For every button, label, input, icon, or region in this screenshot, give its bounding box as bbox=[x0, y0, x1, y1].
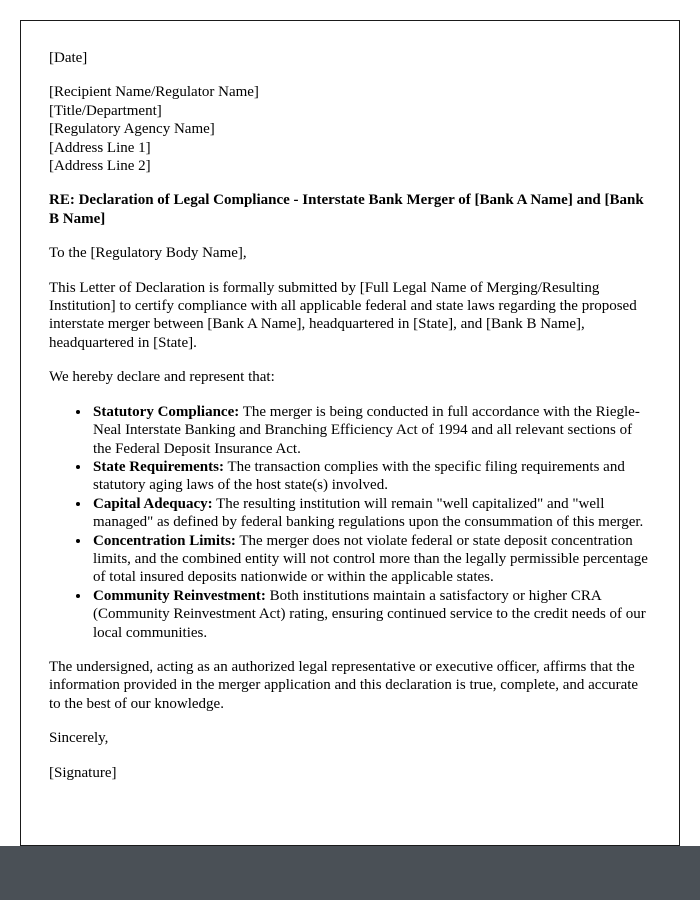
bullet-text: The merger does not violate federal or state deposit concentration limits, and the combined entity will not control more than the legally permissible percentage of total insured deposits nationwide or within the applicable states. bbox=[93, 532, 648, 586]
letter-date: [Date] bbox=[49, 50, 88, 66]
signature-placeholder: [Signature] bbox=[49, 764, 117, 781]
list-item-concentration-limits bbox=[91, 532, 649, 587]
bullet-text: The transaction complies with the specific filing requirements and statutory aging laws of the host state(s) involved. bbox=[93, 458, 625, 494]
compliance-list bbox=[49, 403, 649, 642]
bullet-text: The resulting institution will remain "well capitalized" and "well managed" as defined by federal banking regulations upon the consummation of this merger. bbox=[93, 495, 644, 531]
bullet-text: The merger is being conducted in full accordance with the Riegle-Neal Interstate Banking and Branching Efficiency Act of 1994 and all relevant sections of the Federal Deposit Insurance Act. bbox=[93, 403, 640, 457]
bullet-label: Concentration Limits: bbox=[93, 532, 236, 549]
bullet-text: Both institutions maintain a satisfactory or higher CRA (Community Reinvestment Act) rating, ensuring continued service to the credit needs of our local communities. bbox=[93, 587, 646, 641]
bullet-label: Capital Adequacy: bbox=[93, 495, 213, 512]
closing: Sincerely, bbox=[49, 730, 109, 747]
recipient-block bbox=[49, 83, 649, 175]
recipient-address-line-2: [Address Line 2] bbox=[49, 158, 151, 175]
declaration-lead: We hereby declare and represent that: bbox=[49, 369, 275, 386]
salutation: To the [Regulatory Body Name], bbox=[49, 245, 247, 262]
bullet-label: Community Reinvestment: bbox=[93, 587, 266, 604]
recipient-name-line: [Recipient Name/Regulator Name] bbox=[49, 84, 259, 101]
subject-line: RE: Declaration of Legal Compliance - Interstate Bank Merger of [Bank A Name] and [Bank B Name] bbox=[49, 192, 644, 227]
bullet-label: State Requirements: bbox=[93, 458, 224, 475]
recipient-agency-line: [Regulatory Agency Name] bbox=[49, 121, 215, 138]
affirmation-paragraph: The undersigned, acting as an authorized legal representative or executive officer, affirms that the information provided in the merger application and this declaration is true, complete, and accurate to the best of our knowledge. bbox=[49, 658, 639, 712]
list-item-state-requirements bbox=[91, 458, 649, 495]
recipient-address-line-1: [Address Line 1] bbox=[49, 139, 151, 156]
list-item-capital-adequacy bbox=[91, 495, 649, 532]
recipient-title-line: [Title/Department] bbox=[49, 102, 162, 119]
list-item-statutory-compliance bbox=[91, 403, 649, 458]
intro-paragraph: This Letter of Declaration is formally submitted by [Full Legal Name of Merging/Resulting Institution] to certify compliance with all applicable federal and state laws regarding the proposed interstate merger between [Bank A Name], headquartered in [State], and [Bank B Name], headquartered in [State]. bbox=[49, 279, 637, 351]
bullet-label: Statutory Compliance: bbox=[93, 403, 240, 420]
viewer-background-strip bbox=[0, 846, 700, 900]
list-item-community-reinvestment bbox=[91, 587, 649, 642]
letter-page bbox=[20, 20, 680, 846]
